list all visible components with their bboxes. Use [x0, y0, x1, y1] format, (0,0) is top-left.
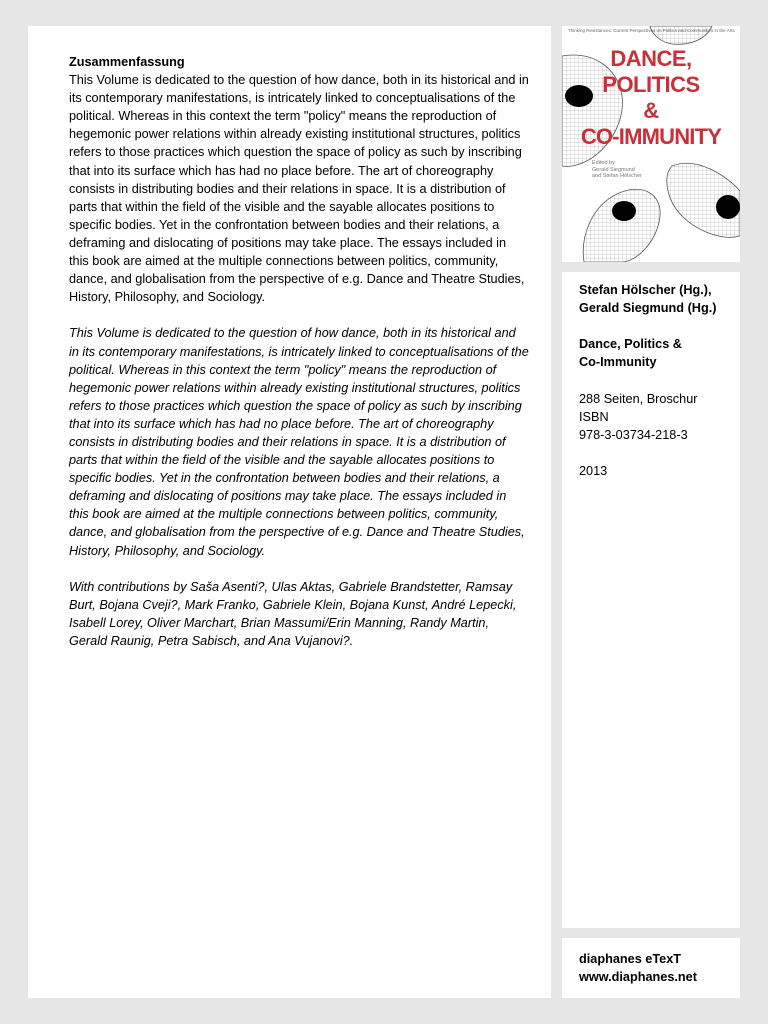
- book-authors: Stefan Hölscher (Hg.), Gerald Siegmund (Hg.): [579, 283, 717, 316]
- summary-panel: [28, 26, 551, 998]
- publisher-name: diaphanes eTexT: [579, 952, 682, 966]
- summary-text: [69, 53, 529, 650]
- book-cover: [562, 26, 740, 262]
- isbn-value: 978-3-03734-218-3: [579, 427, 688, 442]
- sculpture-hole-center: [612, 201, 636, 221]
- publisher-text: [579, 950, 697, 986]
- cover-subtitle: Thinking Resistances: Current Perspectives on Politics and Communities in the Arts: [568, 28, 735, 33]
- book-pages: 288 Seiten, Broschur: [579, 391, 698, 406]
- cover-editors-line: and Stefan Hölscher: [592, 173, 642, 179]
- publisher-panel: [562, 938, 740, 998]
- contributors-paragraph: With contributions by Saša Asenti?, Ulas Aktas, Gabriele Brandstetter, Ramsay Burt, Bojana Cveji?, Mark Franko, Gabriele Klein, Bojana Kunst, André Lepecki, Isabell Lorey, Oliver Marchart, Brian Massumi/Erin Manning, Randy Martin, Gerald Raunig, Petra Sabisch, and Ana Vujanovi?.: [69, 579, 517, 648]
- summary-paragraph-italic: This Volume is dedicated to the question of how dance, both in its historical and in its contemporary manifestations, is intricately linked to conceptualisations of the political. Whereas in this context the term "policy" means the reproduction of hegemonic power relations within already existing institutional structures, politics refers to those practices which question the space of policy as such by inscribing that into its surface which has had no place before. The art of choreography consists in distributing bodies and their relations in space. It is a distribution of parts that within the field of the visible and the sayable allocates positions to specific bodies. Yet in the confrontation between bodies and their relations, a deframing and dislocating of positions may take place. The essays included in this book are aimed at the multiple connections between politics, community, dance, and globalisation from the perspective of e.g. Dance and Theatre Studies, History, Philosophy, and Sociology.: [69, 326, 529, 558]
- book-info-panel: [562, 272, 740, 928]
- publication-year: 2013: [579, 463, 608, 478]
- book-title-line: Co-Immunity: [579, 355, 657, 370]
- publisher-url[interactable]: www.diaphanes.net: [579, 970, 697, 985]
- sculpture-shape-center: [583, 189, 660, 262]
- summary-heading: Zusammenfassung: [69, 55, 185, 69]
- summary-paragraph: This Volume is dedicated to the question of how dance, both in its historical and in its contemporary manifestations, is intricately linked to conceptualisations of the political. Whereas in this context the term "policy" means the reproduction of hegemonic power relations within already existing institutional structures, politics refers to those practices which question the space of policy as such by inscribing that into its surface which has had no place before. The art of choreography consists in distributing bodies and their relations in space. It is a distribution of parts that within the field of the visible and the sayable allocates positions to specific bodies. Yet in the confrontation between bodies and their relations, a deframing and dislocating of positions may take place. The essays included in this book are aimed at the multiple connections between politics, community, dance, and globalisation from the perspective of e.g. Dance and Theatre Studies, History, Philosophy, and Sociology.: [69, 73, 529, 305]
- cover-editors-line: Edited by: [592, 160, 615, 166]
- cover-title-line: &: [643, 98, 659, 123]
- book-title-line: Dance, Politics &: [579, 337, 682, 352]
- cover-editors: [592, 160, 642, 180]
- cover-editors-line: Gerald Siegmund: [592, 166, 635, 173]
- sculpture-hole-right: [716, 195, 740, 219]
- cover-title-line: CO-IMMUNITY: [580, 124, 722, 149]
- cover-title-line: POLITICS: [602, 72, 700, 97]
- cover-title-line: DANCE,: [610, 46, 692, 71]
- isbn-label: ISBN: [579, 409, 609, 424]
- book-info-text: [579, 281, 729, 480]
